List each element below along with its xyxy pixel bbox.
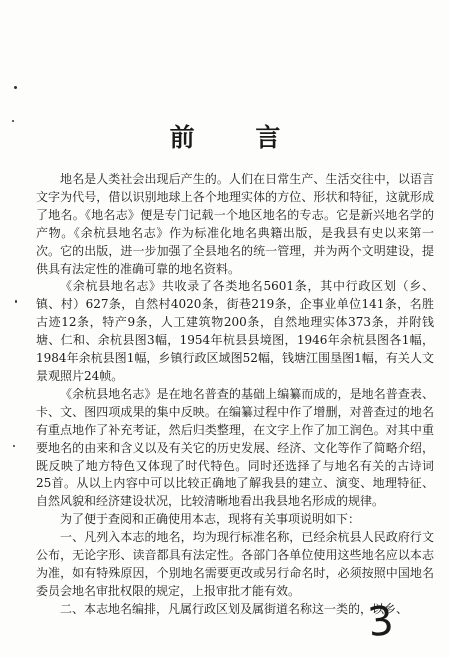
paragraph-usage-note: 为了便于查阅和正确使用本志，现将有关事项说明如下：	[60, 512, 361, 527]
scan-speck	[14, 86, 17, 89]
paragraph-compilation: 《余杭县地名志》是在地名普查的基础上编纂而成的，是地名普查表、卡、文、图四项成果的集中反映。在编纂过程中作了增删，对普查过的地名有重点地作了补充考证，然后归类整理，在文字上作了加工润色。对其中重要地名的由来和含义以及有关它的历史发展、经济、文化等作了简略介绍，既反映了地方特色又体现了时代特色。同时还选择了与地名有关的古诗词25首。从以上内容中可以比较正确地了解我县的建立、演变、地理特征、自然风貌和经济建设状况，比较清晰地看出我县地名形成的规律。	[36, 386, 434, 509]
page-title: 前 言	[169, 123, 307, 152]
paragraph-intro: 地名是人类社会出现后产生的。人们在日常生产、生活交往中，以语言文字为代号，借以识别地球上各个地理实体的方位、形状和特征，这就形成了地名。《地名志》便是专门记载一个地区地名的专志。它是新兴地名学的产物。《余杭县地名志》作为标准化地名典籍出版，是我县有史以来第一次。它的出版，进一步加强了全县地名的统一管理，并为两个文明建设，提供具有法定性的准确可靠的地名资料。	[36, 172, 434, 276]
paragraph-item-one: 一、凡列入本志的地名，均为现行标准名称，已经余杭县人民政府行文公布，无论字形、读音都具有法定性。各部门各单位使用这些地名应以本志为准，如有特殊原因，个别地名需要更改或另行命名时，必须按照中国地名委员会地名审批权限的规定，上报审批才能有效。	[36, 530, 434, 598]
paragraph-contents: 《余杭县地名志》共收录了各类地名5601条，其中行政区划（乡、镇、村）627条，自然村4020条，街巷219条，企事业单位141条，名胜古迹12条，特产9条，人工建筑物200条，自然地理实体373条，并附钱塘、仁和、余杭县图3幅，1954年杭县县境图，1946年余杭县图各1幅，1984年余杭县图1幅，乡镇行政区域图52幅，钱塘江围垦图1幅，有关人文景观照片24帧。	[36, 279, 434, 383]
paragraph-item-two: 二、本志地名编排，凡属行政区划及属街道名称这一类的，以乡、	[60, 601, 409, 616]
body-text	[36, 171, 434, 619]
scan-speck	[15, 300, 17, 303]
page-number: 3	[365, 597, 396, 647]
scan-speck	[13, 445, 15, 447]
